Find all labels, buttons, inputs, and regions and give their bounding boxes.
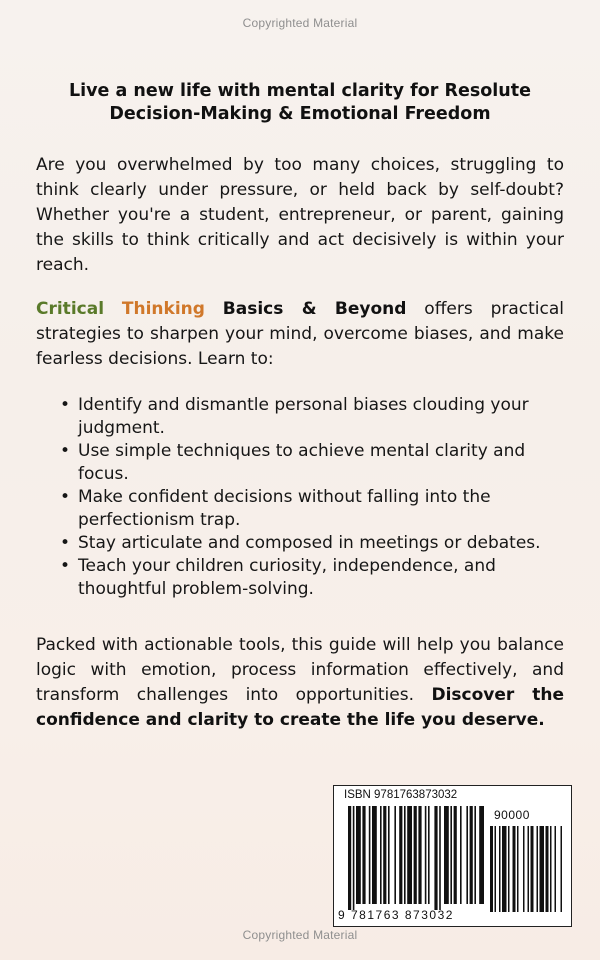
list-item-text: Teach your children curiosity, independence, and thoughtful problem-solving. xyxy=(78,556,496,599)
copyright-watermark-top: Copyrighted Material xyxy=(242,16,358,30)
book-title-thinking: Thinking xyxy=(121,299,205,319)
offer-paragraph xyxy=(36,297,564,372)
bullet-icon: • xyxy=(60,533,71,553)
isbn-barcode xyxy=(333,785,572,927)
bullet-icon: • xyxy=(60,487,71,507)
barcode-bars-icon xyxy=(334,786,571,926)
headline xyxy=(40,80,560,126)
list-item xyxy=(60,440,550,486)
bullet-icon: • xyxy=(60,441,71,461)
list-item xyxy=(60,532,550,555)
bullet-icon: • xyxy=(60,395,71,415)
isbn-label: ISBN 9781763873032 xyxy=(344,789,458,801)
list-item xyxy=(60,555,550,601)
bullet-icon: • xyxy=(60,556,71,576)
list-item xyxy=(60,394,550,440)
list-item-text: Identify and dismantle personal biases clouding your judgment. xyxy=(78,395,529,438)
price-code: 90000 xyxy=(494,808,530,822)
headline-line-2: Decision-Making & Emotional Freedom xyxy=(109,104,491,124)
closing-paragraph xyxy=(36,633,564,733)
list-item-text: Use simple techniques to achieve mental clarity and focus. xyxy=(78,441,526,484)
offer-text: offers practical strategies to sharpen your mind, overcome biases, and make fearless decisions. Learn to: xyxy=(36,299,564,369)
headline-line-1: Live a new life with mental clarity for Resolute xyxy=(69,81,531,101)
book-title-critical: Critical xyxy=(36,299,105,319)
list-item-text: Stay articulate and composed in meetings or debates. xyxy=(78,533,541,553)
book-title-basics: Basics & Beyond xyxy=(222,299,407,319)
intro-paragraph: Are you overwhelmed by too many choices, struggling to think clearly under pressure, or held back by self-doubt? Whether you're a student, entrepreneur, or parent, gaining the skills to think critically and act decisively is within your reach. xyxy=(36,155,564,275)
closing-bold-text: Discover the confidence and clarity to create the life you deserve. xyxy=(36,685,564,730)
copyright-watermark-bottom: Copyrighted Material xyxy=(242,928,358,942)
benefits-list xyxy=(60,394,550,601)
isbn-digits: 9 781763 873032 xyxy=(338,908,454,922)
list-item-text: Make confident decisions without falling into the perfectionism trap. xyxy=(78,487,491,530)
list-item xyxy=(60,486,550,532)
closing-text: Packed with actionable tools, this guide will help you balance logic with emotion, process information effectively, and transform challenges into opportunities. xyxy=(36,635,564,705)
